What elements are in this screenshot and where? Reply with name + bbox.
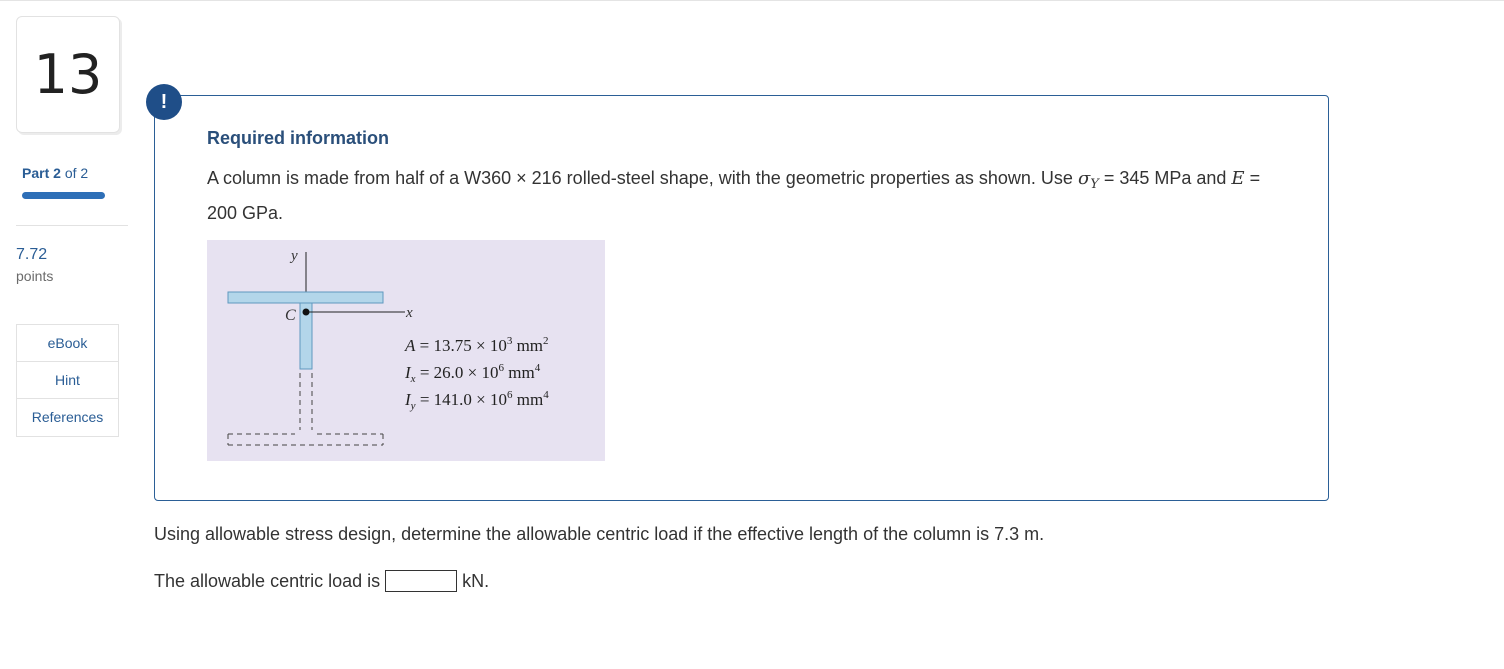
centroid-label: C (285, 307, 296, 324)
answer-prefix: The allowable centric load is (154, 570, 381, 591)
info-text-pre: A column is made from half of a W360 × 216 rolled-steel shape, with the geometric properties as shown. Use (207, 168, 1078, 188)
flange (228, 292, 383, 303)
sidebar-tools (16, 324, 119, 437)
answer-row (154, 570, 489, 592)
answer-unit: kN. (462, 570, 490, 591)
ebook-button[interactable]: eBook (17, 325, 118, 362)
info-text (207, 164, 1267, 227)
part-current: 2 (53, 165, 61, 181)
hint-button[interactable]: Hint (17, 362, 118, 399)
iy-property: $I_y = 141.0 \times 10^6$ $mm^4$ (405, 389, 549, 412)
info-title: Required information (207, 128, 390, 148)
centroid-point (303, 309, 310, 316)
references-button[interactable]: References (31, 409, 104, 425)
t-section-diagram (207, 240, 605, 461)
sidebar-divider (16, 225, 128, 226)
column-figure (207, 240, 605, 461)
sigma-subscript: Y (1090, 177, 1099, 192)
e-symbol: E (1231, 168, 1245, 189)
points-label: points (16, 268, 54, 284)
part-label: Part (22, 165, 50, 181)
removed-half-outline (228, 373, 383, 445)
question-number: 13 (16, 16, 120, 133)
alert-icon: ! (146, 84, 182, 120)
info-text-mid: = 345 MPa and (1098, 168, 1232, 188)
area-property: $A = 13.75 \times 10^3$ $mm^2$ (405, 335, 549, 355)
part-progress-bar (22, 192, 105, 199)
points-value: 7.72 (16, 246, 48, 263)
part-indicator (22, 165, 88, 181)
top-divider (0, 0, 1504, 1)
ix-property: $I_x = 26.0 \times 10^6$ $mm^4$ (405, 362, 541, 385)
x-axis-label: x (406, 305, 413, 321)
info-text-post: = 200 GPa. (207, 168, 1261, 223)
sigma-symbol: σ (1077, 168, 1091, 189)
y-axis-label: y (291, 248, 298, 264)
question-text: Using allowable stress design, determine the allowable centric load if the effective length of the column is 7.3 m. (154, 524, 1045, 544)
part-total: of 2 (64, 165, 89, 181)
allowable-load-input[interactable] (385, 570, 457, 592)
